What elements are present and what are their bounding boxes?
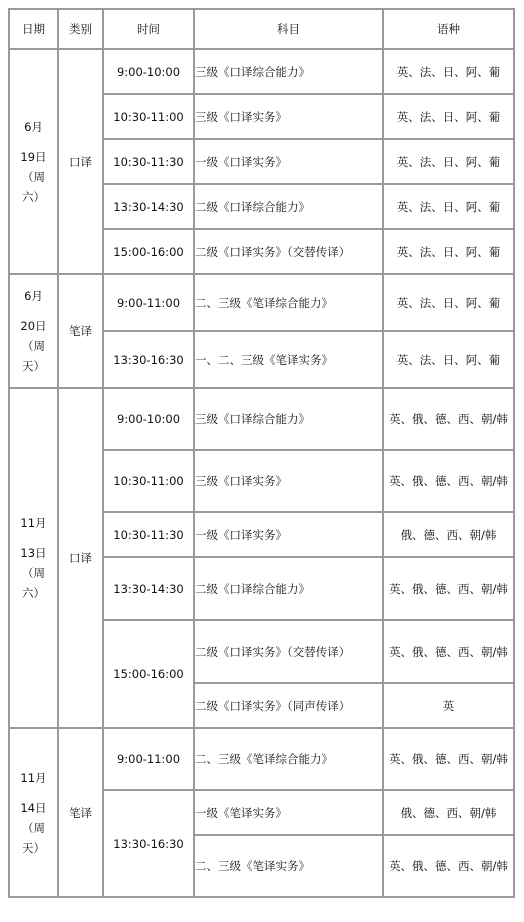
header-category: 类别 — [58, 9, 103, 49]
language-cell: 英、法、日、阿、葡 — [383, 139, 514, 184]
language-cell: 英、法、日、阿、葡 — [383, 49, 514, 94]
language-cell: 英、俄、德、西、朝/韩 — [383, 620, 514, 683]
time-cell: 15:00-16:00 — [103, 620, 194, 728]
time-cell: 13:30-14:30 — [103, 184, 194, 229]
date-cell — [9, 49, 58, 274]
date-week: 周 — [33, 566, 45, 580]
exam-schedule-table — [8, 8, 515, 898]
header-time: 时间 — [103, 9, 194, 49]
time-cell: 15:00-16:00 — [103, 229, 194, 274]
category-cell: 口译 — [58, 388, 103, 728]
table-row — [9, 388, 514, 450]
date-month: 6月 — [24, 289, 43, 303]
table-row — [9, 728, 514, 790]
language-cell: 英、法、日、阿、葡 — [383, 331, 514, 388]
language-cell: 英、法、日、阿、葡 — [383, 184, 514, 229]
language-cell: 俄、德、西、朝/韩 — [383, 512, 514, 557]
time-cell: 13:30-16:30 — [103, 790, 194, 897]
time-cell: 9:00-10:00 — [103, 49, 194, 94]
date-paren: （ — [21, 169, 34, 184]
date-paren: ） — [33, 586, 45, 600]
header-language: 语种 — [383, 9, 514, 49]
language-cell: 俄、德、西、朝/韩 — [383, 790, 514, 835]
language-cell: 英、俄、德、西、朝/韩 — [383, 450, 514, 512]
language-cell: 英、法、日、阿、葡 — [383, 274, 514, 331]
category-cell: 笔译 — [58, 274, 103, 388]
subject-cell: 三级《口译实务》 — [194, 94, 383, 139]
language-cell: 英、法、日、阿、葡 — [383, 229, 514, 274]
language-cell: 英 — [383, 683, 514, 728]
subject-cell: 二级《口译实务》（交替传译） — [194, 229, 383, 274]
date-cell — [9, 728, 58, 897]
table-row — [9, 49, 514, 94]
subject-cell: 二、三级《笔译综合能力》 — [194, 728, 383, 790]
time-cell: 10:30-11:30 — [103, 512, 194, 557]
time-cell: 10:30-11:00 — [103, 94, 194, 139]
date-weekday: 六 — [21, 586, 34, 600]
date-weekday: 天 — [21, 840, 34, 855]
subject-cell: 一、二、三级《笔译实务》 — [194, 331, 383, 388]
category-cell: 笔译 — [58, 728, 103, 897]
header-date: 日期 — [9, 9, 58, 49]
date-day: 14日 — [20, 800, 47, 815]
table-row — [9, 274, 514, 331]
subject-cell: 二级《口译综合能力》 — [194, 557, 383, 620]
date-month: 11月 — [20, 770, 47, 785]
time-cell: 9:00-11:00 — [103, 274, 194, 331]
subject-cell: 一级《口译实务》 — [194, 512, 383, 557]
date-month: 6月 — [24, 119, 43, 134]
date-paren: （ — [21, 566, 34, 580]
subject-cell: 三级《口译综合能力》 — [194, 388, 383, 450]
time-cell: 9:00-10:00 — [103, 388, 194, 450]
date-cell — [9, 388, 58, 728]
subject-cell: 二、三级《笔译综合能力》 — [194, 274, 383, 331]
subject-cell: 二级《口译综合能力》 — [194, 184, 383, 229]
time-cell: 13:30-16:30 — [103, 331, 194, 388]
language-cell: 英、法、日、阿、葡 — [383, 94, 514, 139]
header-subject: 科目 — [194, 9, 383, 49]
language-cell: 英、俄、德、西、朝/韩 — [383, 728, 514, 790]
date-paren: ） — [33, 840, 45, 855]
date-paren: ） — [33, 189, 45, 204]
time-cell: 10:30-11:00 — [103, 450, 194, 512]
subject-cell: 一级《口译实务》 — [194, 139, 383, 184]
date-weekday: 天 — [21, 359, 34, 373]
subject-cell: 二级《口译实务》（交替传译） — [194, 620, 383, 683]
subject-cell: 二、三级《笔译实务》 — [194, 835, 383, 897]
date-day: 19日 — [20, 149, 47, 164]
time-cell: 13:30-14:30 — [103, 557, 194, 620]
date-day: 13日 — [20, 546, 47, 560]
date-weekday: 六 — [21, 189, 34, 204]
time-cell: 9:00-11:00 — [103, 728, 194, 790]
date-day: 20日 — [20, 319, 47, 333]
date-week: 周 — [33, 169, 45, 184]
subject-cell: 三级《口译实务》 — [194, 450, 383, 512]
header-row — [9, 9, 514, 49]
subject-cell: 二级《口译实务》（同声传译） — [194, 683, 383, 728]
language-cell: 英、俄、德、西、朝/韩 — [383, 557, 514, 620]
date-month: 11月 — [20, 516, 47, 530]
language-cell: 英、俄、德、西、朝/韩 — [383, 388, 514, 450]
category-cell: 口译 — [58, 49, 103, 274]
time-cell: 10:30-11:30 — [103, 139, 194, 184]
date-paren: （ — [21, 339, 34, 353]
subject-cell: 三级《口译综合能力》 — [194, 49, 383, 94]
language-cell: 英、俄、德、西、朝/韩 — [383, 835, 514, 897]
date-week: 周 — [33, 820, 45, 835]
date-paren: （ — [21, 820, 34, 835]
date-paren: ） — [33, 359, 45, 373]
date-week: 周 — [33, 339, 45, 353]
subject-cell: 一级《笔译实务》 — [194, 790, 383, 835]
date-cell — [9, 274, 58, 388]
